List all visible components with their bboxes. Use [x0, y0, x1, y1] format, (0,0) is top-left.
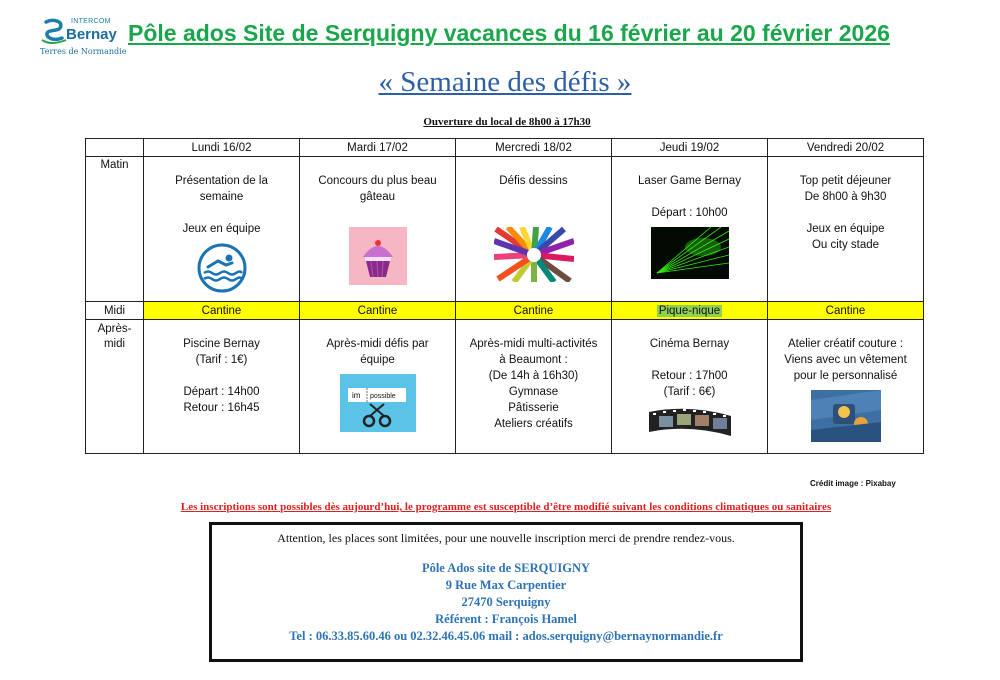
cell-text: semaine — [199, 191, 244, 203]
contact-box — [209, 522, 803, 662]
intercom-bernay-logo — [40, 18, 127, 58]
row-label-line: Après- — [97, 323, 132, 335]
contact-line: Référent : François Hamel — [435, 612, 577, 626]
contact-phone-mail[interactable]: Tel : 06.33.85.60.46 ou 02.32.46.45.06 mail : ados.serquigny@bernaynormandie.fr — [289, 629, 723, 643]
matin-cell-jeudi — [612, 157, 768, 302]
cell-gap — [768, 205, 923, 221]
cell-text: Viens avec un vêtement — [784, 354, 907, 366]
cell-text: Ou city stade — [811, 239, 880, 251]
film-strip-image — [649, 402, 731, 442]
apres-cell-mercredi — [456, 320, 612, 454]
midi-cell-mardi: Cantine — [300, 302, 456, 320]
cell-text: pour le personnalisé — [793, 370, 898, 382]
matin-cell-mardi — [300, 157, 456, 302]
cell-text: Après-midi multi-activités — [469, 338, 598, 350]
cell-text: gâteau — [359, 191, 396, 203]
cell-text: Pâtisserie — [508, 402, 559, 414]
header-row — [86, 139, 924, 157]
midi-row — [86, 302, 924, 320]
green-laser-image — [651, 227, 729, 279]
registration-notice: Les inscriptions sont possibles dès aujourd’hui, le programme est susceptible d’être modifié suivant les conditions climatiques ou sanitaires — [180, 501, 832, 513]
cell-text: Départ : 10h00 — [651, 207, 728, 219]
row-label-midi: Midi — [86, 302, 144, 320]
cell-text: Gymnase — [508, 386, 559, 398]
midi-cell-lundi: Cantine — [144, 302, 300, 320]
opening-hours: Ouverture du local de 8h00 à 17h30 — [423, 116, 591, 128]
apres-cell-vendredi — [768, 320, 924, 454]
day-header: Vendredi 20/02 — [768, 139, 924, 157]
cell-text: à Beaumont : — [499, 354, 568, 366]
logo-line3: Terres de Normandie — [40, 47, 127, 56]
impossible-scissors-image — [340, 374, 416, 432]
matin-cell-lundi — [144, 157, 300, 302]
day-header: Mardi 17/02 — [300, 139, 456, 157]
cell-text: Cinéma Bernay — [649, 338, 730, 350]
swimming-icon — [196, 243, 248, 293]
midi-cell-jeudi — [612, 302, 768, 320]
cell-text: Jeux en équipe — [182, 223, 261, 235]
midi-cell-mercredi: Cantine — [456, 302, 612, 320]
apres-cell-mardi — [300, 320, 456, 454]
contact-line: Pôle Ados site de SERQUIGNY — [421, 561, 591, 575]
cell-text: Top petit déjeuner — [799, 175, 892, 187]
corner-cell — [86, 139, 144, 157]
row-label-matin: Matin — [86, 157, 144, 302]
cell-text: (Tarif : 1€) — [195, 354, 248, 366]
cell-text: Après-midi défis par — [326, 338, 429, 350]
day-header: Lundi 16/02 — [144, 139, 300, 157]
impossible-im-text: im — [351, 391, 360, 400]
row-label-line: midi — [103, 338, 126, 350]
cupcake-image — [349, 227, 407, 285]
cell-gap — [144, 205, 299, 221]
logo-line2: Bernay — [66, 26, 117, 43]
cell-text: Retour : 16h45 — [183, 402, 260, 414]
contact-line: 9 Rue Max Carpentier — [445, 578, 567, 592]
cell-text: Laser Game Bernay — [638, 175, 741, 187]
cell-text: Piscine Bernay — [183, 338, 260, 350]
midi-cell-vendredi: Cantine — [768, 302, 924, 320]
cell-gap — [612, 189, 767, 205]
page-title: Pôle ados Site de Serquigny vacances du 16 février au 20 février 2026 — [128, 20, 890, 46]
page-subtitle: « Semaine des défis » — [378, 66, 632, 98]
apres-cell-lundi — [144, 320, 300, 454]
matin-cell-mercredi — [456, 157, 612, 302]
cell-text: (Tarif : 6€) — [663, 386, 716, 398]
impossible-possible-text: possible — [369, 393, 396, 400]
cell-text: Présentation de la — [175, 175, 268, 187]
colored-pencils-image — [494, 227, 574, 282]
contact-line: 27470 Serquigny — [461, 595, 551, 609]
cell-text: Retour : 17h00 — [651, 370, 728, 382]
cell-text: Atelier créatif couture : — [787, 338, 904, 350]
pique-nique-label: Pique-nique — [658, 304, 721, 317]
cell-text: Défis dessins — [499, 175, 568, 187]
day-header: Mercredi 18/02 — [456, 139, 612, 157]
apres-cell-jeudi — [612, 320, 768, 454]
cell-text: De 8h00 à 9h30 — [804, 191, 887, 203]
cell-text: Jeux en équipe — [806, 223, 885, 235]
cell-gap — [144, 368, 299, 384]
image-credit: Crédit image : Pixabay — [810, 479, 896, 488]
cell-text: (De 14h à 16h30) — [488, 370, 579, 382]
logo-line1: INTERCOM — [71, 18, 111, 25]
day-header: Jeudi 19/02 — [612, 139, 768, 157]
cell-text: Concours du plus beau — [318, 175, 437, 187]
apres-midi-row — [86, 320, 924, 454]
matin-row — [86, 157, 924, 302]
cell-text: Ateliers créatifs — [494, 418, 573, 430]
cell-text: Départ : 14h00 — [183, 386, 260, 398]
row-label-apres-midi — [86, 320, 144, 454]
matin-cell-vendredi — [768, 157, 924, 302]
schedule-table — [85, 138, 924, 454]
contact-details — [212, 560, 800, 645]
attention-text: Attention, les places sont limitées, pour une nouvelle inscription merci de prendre rendez-vous. — [277, 531, 735, 545]
cell-gap — [612, 352, 767, 368]
denim-image — [811, 390, 881, 442]
cell-text: équipe — [360, 354, 395, 366]
